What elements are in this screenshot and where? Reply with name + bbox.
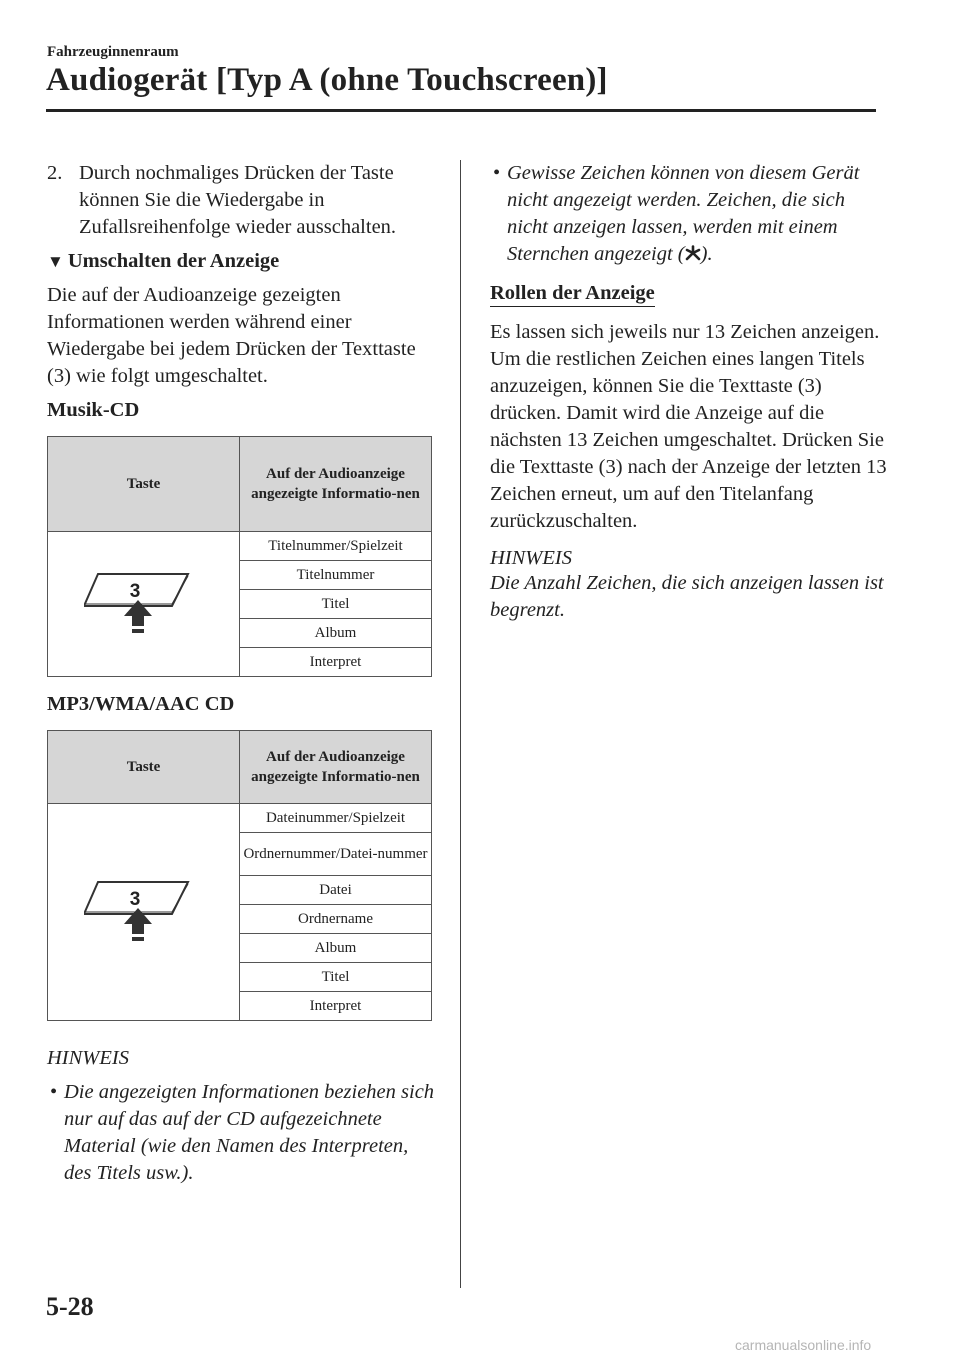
table-header [48, 731, 432, 804]
info-cell: Interpret [240, 648, 432, 677]
left-column [47, 160, 439, 1187]
note-bullet-text: Die angezeigten Informationen beziehen sich nur auf das auf der CD aufgezeichnete Material (wie den Namen des Interpreten, des Titels usw.). [64, 1081, 435, 1184]
scroll-heading: Rollen der Anzeige [490, 282, 655, 307]
bullet-dot: • [50, 1081, 58, 1103]
display-paragraph: Die auf der Audioanzeige gezeigten Informationen werden während einer Wiedergabe bei jedem Drücken der Texttaste (3) wie folgt umgeschaltet. [47, 284, 416, 387]
info-cell: Titelnummer [240, 561, 432, 590]
info-cell: Datei [240, 876, 432, 905]
asterisk-icon [685, 245, 701, 261]
step-text: Durch nochmaliges Drücken der Taste können Sie die Wiedergabe in Zufallsreihenfolge wieder ausschalten. [79, 162, 397, 238]
info-cell: Album [240, 619, 432, 648]
table-row [48, 804, 432, 833]
column-header-key: Taste [48, 437, 240, 532]
button-number: 3 [129, 888, 140, 910]
note-text: Die Anzahl Zeichen, die sich anzeigen lassen ist begrenzt. [490, 572, 884, 621]
right-column [490, 160, 890, 624]
section-heading-display [47, 250, 439, 273]
heading-text: Umschalten der Anzeige [67, 250, 280, 272]
table-header [48, 437, 432, 532]
column-divider [460, 160, 461, 1288]
mp3-cd-table [47, 730, 432, 1021]
info-cell: Album [240, 934, 432, 963]
bullet-end: ). [700, 243, 713, 265]
column-header-key: Taste [48, 731, 240, 804]
bullet-dot: • [493, 162, 501, 184]
step-2 [47, 160, 439, 241]
text-button-illustration [48, 804, 240, 1021]
page-title: Audiogerät [Typ A (ohne Touchscreen)] [46, 62, 608, 98]
text-button-icon [84, 872, 204, 948]
text-button-icon [84, 564, 204, 640]
table2-title: MP3/WMA/AAC CD [47, 693, 235, 715]
scroll-paragraph: Es lassen sich jeweils nur 13 Zeichen anzeigen. Um die restlichen Zeichen eines langen Titels anzuzeigen, können Sie die Texttaste (3) drücken. Damit wird die Anzeige auf die nächsten 13 Zeichen umgeschaltet. Drücken Sie die Texttaste (3) nach der Anzeige der letzten 13 Zeichen erneut, um auf den Titelanfang zurückzuschalten. [490, 321, 887, 532]
watermark: carmanualsonline.info [735, 1337, 872, 1353]
triangle-down-icon: ▼ [47, 252, 64, 271]
header-rule [46, 109, 876, 112]
music-cd-table [47, 436, 432, 677]
step-number: 2. [47, 162, 63, 184]
bullet-text: Gewisse Zeichen können von diesem Gerät nicht angezeigt werden. Zeichen, die sich nicht anzeigen lassen, werden mit einem Sternchen angezeigt ( [507, 162, 860, 265]
note-title: HINWEIS [47, 1047, 129, 1069]
character-bullet [490, 160, 890, 268]
text-button-illustration [48, 532, 240, 677]
column-header-info: Auf der Audioanzeige angezeigte Informatio-nen [240, 437, 432, 532]
note-bullet [47, 1079, 439, 1187]
table-row [48, 532, 432, 561]
info-cell: Ordnernummer/Datei-nummer [240, 833, 432, 876]
info-cell: Ordnername [240, 905, 432, 934]
info-cell: Titelnummer/Spielzeit [240, 532, 432, 561]
info-cell: Titel [240, 963, 432, 992]
table1-title: Musik-CD [47, 399, 140, 421]
info-cell: Titel [240, 590, 432, 619]
button-number: 3 [129, 580, 140, 602]
header-section: Fahrzeuginnenraum [47, 44, 179, 60]
info-cell: Interpret [240, 992, 432, 1021]
note-title: HINWEIS [490, 547, 572, 569]
page-number: 5-28 [46, 1292, 94, 1321]
column-header-info: Auf der Audioanzeige angezeigte Informatio-nen [240, 731, 432, 804]
info-cell: Dateinummer/Spielzeit [240, 804, 432, 833]
